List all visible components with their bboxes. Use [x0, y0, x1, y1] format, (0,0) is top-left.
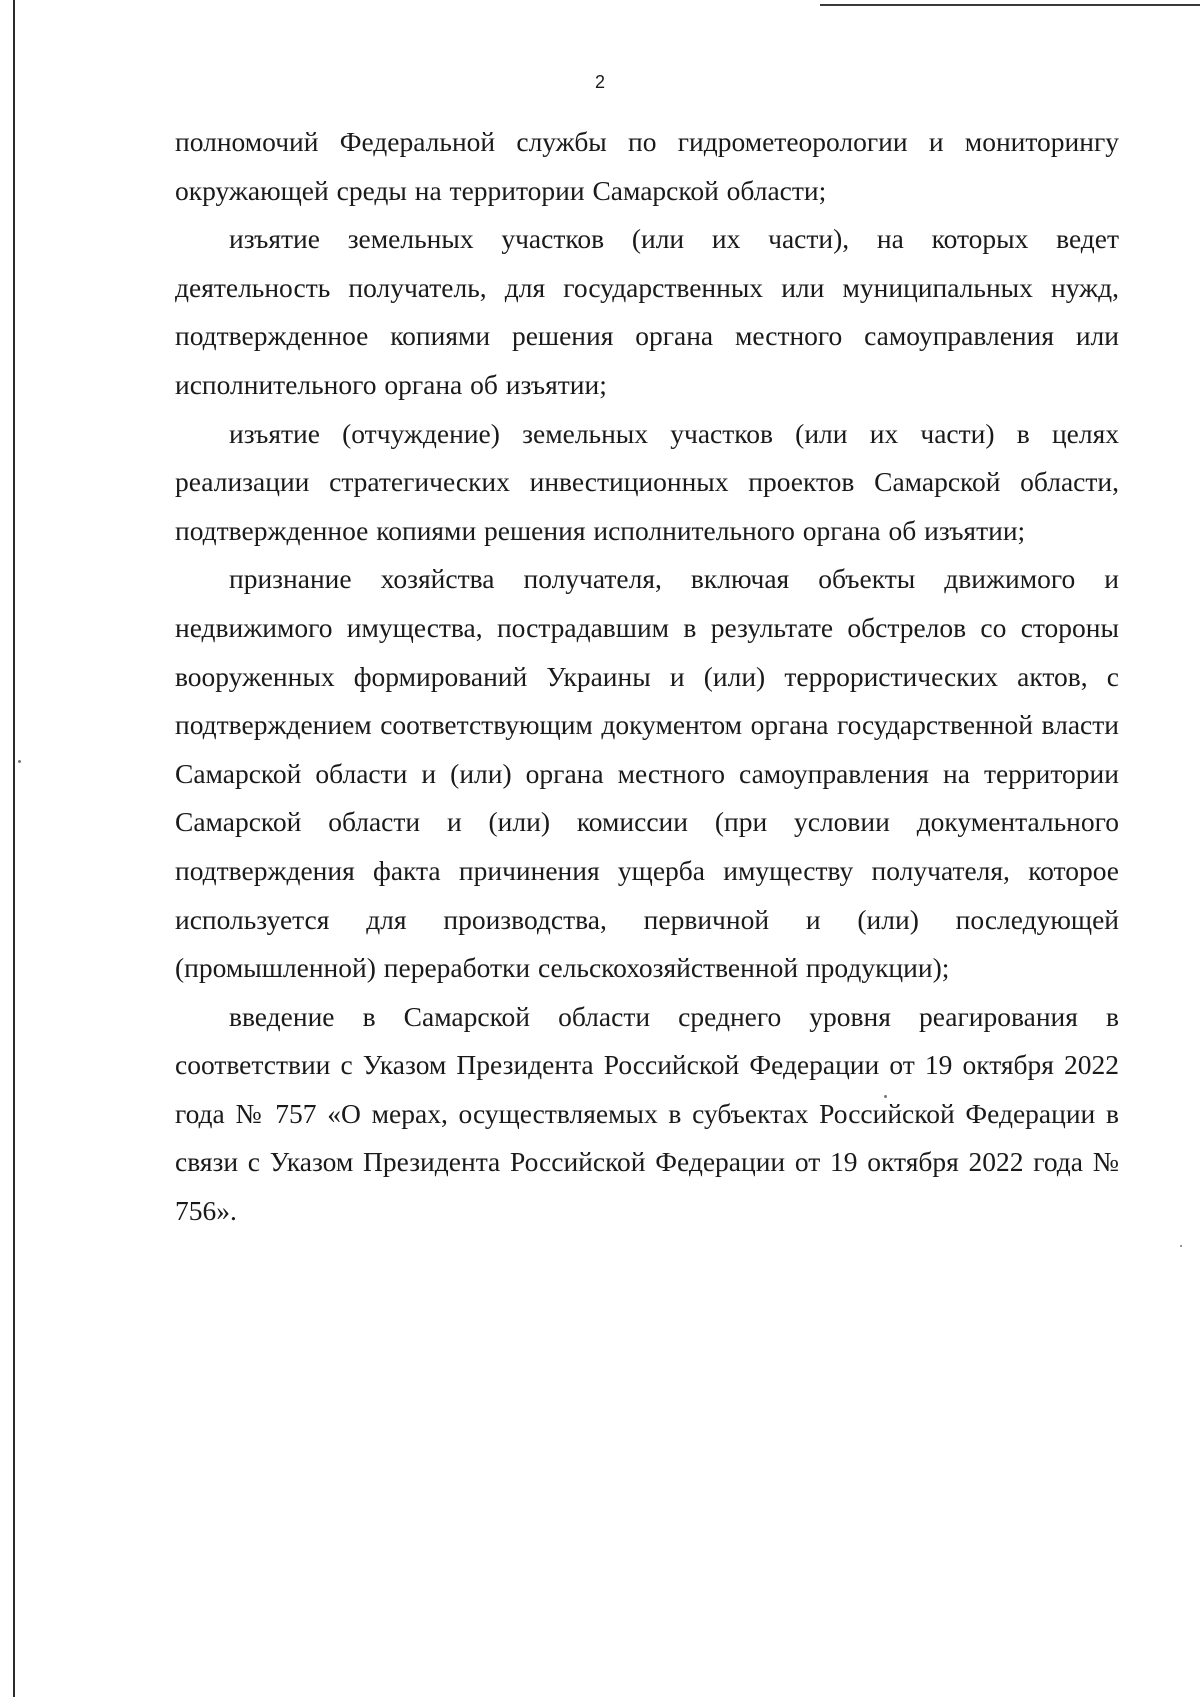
paragraph: полномочий Федеральной службы по гидрометеорологии и мониторингу окружающей среды на территории Самарской области;	[175, 126, 1119, 206]
scan-speck	[18, 760, 21, 763]
scan-top-edge	[820, 4, 1200, 6]
paragraph: введение в Самарской области среднего уровня реагирования в соответствии с Указом Президента Российской Федерации от 19 октября 2022 года № 757 «О мерах, осуществляемых в субъектах Российской Федерации в связи с Указом Президента Российской Федерации от 19 октября 2022 года № 756».	[175, 1000, 1119, 1227]
paragraph: изъятие (отчуждение) земельных участков (или их части) в целях реализации стратегических инвестиционных проектов Самарской области, подтвержденное копиями решения исполнительного органа об изъятии;	[175, 417, 1119, 546]
page-number: 2	[594, 72, 605, 92]
paragraph: изъятие земельных участков (или их части), на которых ведет деятельность получатель, для государственных или муниципальных нужд, подтвержденное копиями решения органа местного самоуправления или исполнительного органа об изъятии;	[175, 223, 1119, 400]
paragraph: признание хозяйства получателя, включая объекты движимого и недвижимого имущества, пострадавшим в результате обстрелов со стороны вооруженных формирований Украины и (или) террористических актов, с подтверждением соответствующим документом органа государственной власти Самарской области и (или) органа местного самоуправления на территории Самарской области и (или) комиссии (при условии документального подтверждения факта причинения ущерба имуществу получателя, которое используется для производства, первичной и (или) последующей (промышленной) переработки сельскохозяйственной продукции);	[175, 563, 1119, 984]
body-text	[175, 118, 1119, 1236]
scan-left-edge	[13, 0, 15, 1697]
scan-speck	[1180, 1245, 1182, 1247]
